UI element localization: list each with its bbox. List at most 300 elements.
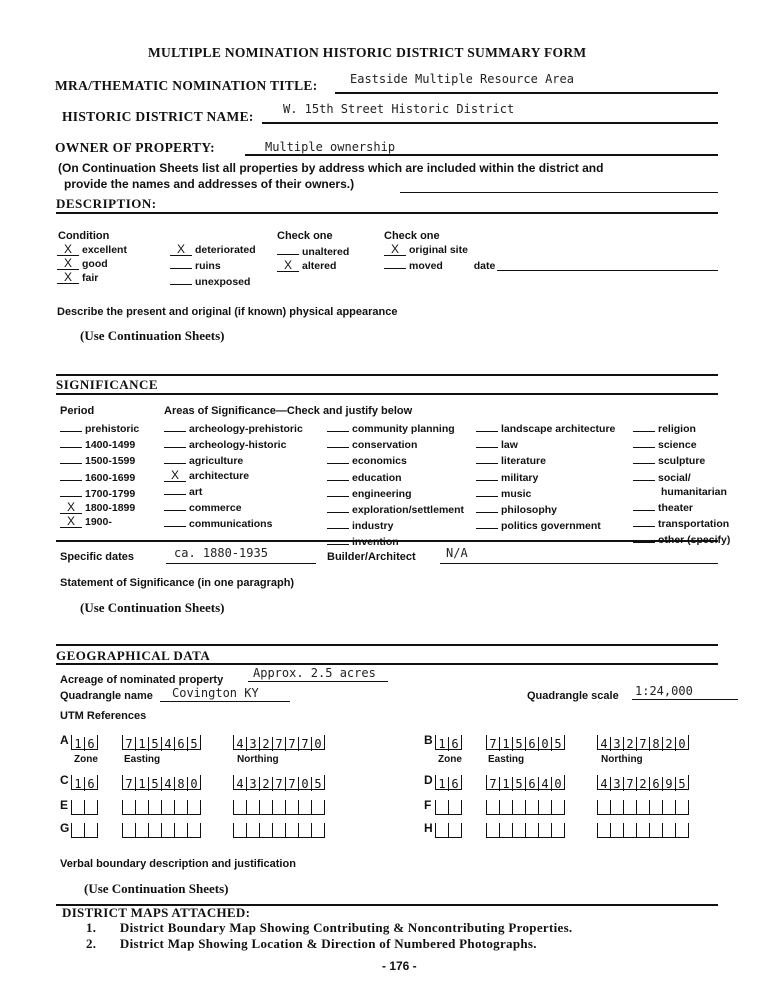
utm-digit	[136, 800, 149, 814]
utm-digit	[598, 800, 611, 814]
option-label: humanitarian	[661, 485, 727, 498]
utm-digit	[234, 800, 247, 814]
option-row	[633, 469, 730, 485]
utm-digit: 1	[136, 777, 149, 791]
utm-digit	[449, 800, 461, 814]
continuation-note-1: (On Continuation Sheets list all properties by address which are included within the district and	[58, 161, 604, 175]
option-row	[633, 452, 730, 468]
utm-northing-box[interactable]	[597, 800, 689, 815]
acreage-label: Acreage of nominated property	[60, 674, 224, 686]
utm-digit: 0	[299, 777, 312, 791]
utm-digit	[136, 823, 149, 837]
checkbox[interactable]: X	[277, 260, 299, 272]
utm-column-label: Northing	[601, 754, 643, 765]
option-row	[164, 469, 303, 483]
checkbox[interactable]	[164, 515, 186, 527]
utm-digit	[85, 823, 97, 837]
utm-column-label: Zone	[74, 754, 98, 765]
option-label: community planning	[352, 423, 455, 435]
check-one-list-a	[277, 243, 349, 273]
utm-row-letter: A	[60, 733, 69, 747]
option-row	[60, 420, 139, 436]
option-row	[633, 485, 730, 499]
option-row	[476, 485, 615, 501]
builder-line	[440, 563, 718, 564]
option-row	[476, 420, 615, 436]
option-label: architecture	[189, 469, 250, 482]
utm-digit	[149, 823, 162, 837]
option-row	[476, 452, 615, 468]
utm-zone-box[interactable]	[435, 800, 462, 815]
checkbox[interactable]	[633, 469, 655, 481]
checkbox[interactable]	[164, 483, 186, 495]
areas-col-4	[633, 420, 730, 548]
utm-digit: 6	[87, 777, 95, 791]
utm-digit	[487, 800, 500, 814]
option-row	[476, 436, 615, 452]
utm-digit	[650, 800, 663, 814]
option-label: 1700-1799	[85, 487, 136, 500]
use-continuation-1: (Use Continuation Sheets)	[80, 328, 225, 343]
utm-digit	[188, 823, 200, 837]
use-continuation-2: (Use Continuation Sheets)	[80, 600, 225, 615]
utm-digit	[676, 823, 688, 837]
utm-digit: 6	[451, 737, 459, 751]
utm-digit: 6	[526, 737, 539, 751]
option-row	[327, 517, 464, 533]
check-one-list-b	[384, 243, 495, 273]
owner-label: OWNER OF PROPERTY:	[55, 140, 215, 155]
utm-digit	[312, 823, 324, 837]
utm-digit	[247, 823, 260, 837]
checkbox[interactable]	[60, 485, 82, 497]
utm-zone-box[interactable]	[71, 735, 98, 750]
checkbox[interactable]	[60, 436, 82, 448]
utm-digit: 3	[611, 737, 624, 751]
utm-digit	[273, 800, 286, 814]
check-altered: X altered	[277, 259, 349, 273]
checkbox[interactable]: X	[60, 516, 82, 528]
check-original-site: X original site	[384, 243, 495, 257]
utm-digit	[175, 823, 188, 837]
utm-row-letter: C	[60, 773, 69, 787]
option-row	[633, 515, 730, 531]
utm-digit: 2	[624, 737, 637, 751]
statement-label: Statement of Significance (in one paragraph)	[60, 577, 295, 589]
option-row	[60, 469, 139, 485]
specific-dates-top-rule	[56, 540, 718, 542]
utm-digit	[663, 800, 676, 814]
utm-digit	[85, 800, 97, 814]
checkbox[interactable]: X	[57, 244, 79, 256]
option-row	[327, 501, 464, 517]
form-title: MULTIPLE NOMINATION HISTORIC DISTRICT SUMMARY FORM	[148, 45, 587, 60]
utm-digit: 1	[72, 737, 85, 751]
checkbox[interactable]	[170, 257, 192, 269]
utm-digit	[526, 800, 539, 814]
checkbox[interactable]	[327, 436, 349, 448]
checkbox[interactable]	[170, 273, 192, 285]
utm-digit	[162, 823, 175, 837]
utm-digit: 3	[247, 737, 260, 751]
period-title: Period	[60, 405, 95, 417]
utm-digit	[247, 800, 260, 814]
utm-digit	[539, 800, 552, 814]
checkbox[interactable]: X	[60, 502, 82, 514]
owner-value: Multiple ownership	[265, 140, 396, 154]
geo-rule	[56, 663, 718, 665]
option-label: literature	[501, 455, 546, 468]
utm-digit	[234, 823, 247, 837]
utm-easting-box[interactable]	[486, 800, 565, 815]
checkbox[interactable]	[476, 420, 498, 432]
utm-digit: 5	[678, 777, 686, 791]
utm-row-letter: H	[424, 821, 433, 835]
utm-digit: 4	[234, 777, 247, 791]
checkbox[interactable]	[327, 452, 349, 464]
option-label: religion	[658, 423, 696, 435]
utm-northing-box[interactable]	[233, 775, 325, 790]
option-label: 1500-1599	[85, 455, 136, 468]
utm-northing-box[interactable]	[597, 735, 689, 750]
utm-digit: 7	[299, 737, 312, 751]
map-item-1: 1. District Boundary Map Showing Contributing & Noncontributing Properties.	[86, 920, 573, 935]
utm-digit	[188, 800, 200, 814]
option-label: conservation	[352, 439, 418, 452]
utm-digit: 4	[598, 777, 611, 791]
utm-digit	[260, 800, 273, 814]
utm-easting-box[interactable]	[122, 775, 201, 790]
checkbox[interactable]	[633, 515, 655, 527]
areas-col-3	[476, 420, 615, 533]
utm-digit: 0	[190, 777, 198, 791]
utm-digit	[526, 823, 539, 837]
utm-digit	[487, 823, 500, 837]
checkbox[interactable]	[277, 243, 299, 255]
checkbox[interactable]	[633, 452, 655, 464]
option-row	[327, 452, 464, 468]
utm-digit	[676, 800, 688, 814]
option-row	[476, 501, 615, 517]
option-label: landscape architecture	[501, 423, 616, 435]
utm-northing-box[interactable]	[597, 823, 689, 838]
utm-digit	[123, 800, 136, 814]
significance-top-rule	[56, 374, 718, 376]
acreage-value: Approx. 2.5 acres	[253, 666, 376, 680]
checkbox[interactable]	[633, 499, 655, 511]
nomination-title-label: MRA/THEMATIC NOMINATION TITLE:	[55, 78, 318, 93]
option-row	[164, 483, 303, 499]
verbal-label: Verbal boundary description and justification	[60, 858, 296, 870]
utm-easting-box[interactable]	[486, 823, 565, 838]
condition-good: X good	[57, 257, 127, 271]
utm-digit: 6	[650, 777, 663, 791]
option-label: music	[501, 487, 532, 500]
utm-digit	[637, 823, 650, 837]
option-label: engineering	[352, 487, 412, 500]
page-number: - 176 -	[382, 959, 417, 973]
utm-digit	[637, 800, 650, 814]
utm-digit: 2	[663, 737, 676, 751]
option-label: transportation	[658, 518, 730, 531]
checkbox[interactable]	[327, 420, 349, 432]
utm-digit: 5	[513, 777, 526, 791]
utm-row-letter: E	[60, 798, 69, 812]
utm-digit: 8	[175, 777, 188, 791]
option-label: 1400-1499	[85, 439, 136, 452]
quad-scale-label: Quadrangle scale	[527, 690, 619, 702]
utm-column-label: Easting	[488, 754, 525, 765]
checkbox[interactable]	[476, 452, 498, 464]
quad-scale-value: 1:24,000	[635, 684, 693, 698]
utm-digit	[286, 823, 299, 837]
utm-digit: 5	[314, 777, 322, 791]
condition-excellent: X excellent	[57, 243, 127, 257]
describe-label: Describe the present and original (if known) physical appearance	[57, 306, 398, 318]
checkbox[interactable]: X	[170, 244, 192, 256]
condition-ruins: ruins	[170, 257, 256, 273]
utm-digit	[663, 823, 676, 837]
utm-digit: 6	[526, 777, 539, 791]
checkbox[interactable]	[164, 436, 186, 448]
utm-digit: 5	[190, 737, 198, 751]
utm-easting-box[interactable]	[122, 735, 201, 750]
utm-zone-box[interactable]	[71, 775, 98, 790]
check-one-title-b: Check one	[384, 230, 440, 242]
utm-digit: 0	[554, 777, 562, 791]
utm-easting-box[interactable]	[122, 823, 201, 838]
continuation-line	[400, 192, 718, 193]
option-label: education	[352, 471, 402, 484]
geo-top-rule	[56, 644, 718, 646]
checkbox[interactable]	[476, 469, 498, 481]
checkbox[interactable]	[384, 257, 406, 269]
period-list	[60, 420, 139, 529]
checkbox[interactable]	[633, 420, 655, 432]
check-moved: moved date	[384, 257, 495, 273]
condition-fair: X fair	[57, 271, 127, 285]
utm-digit: 7	[123, 737, 136, 751]
utm-digit	[175, 800, 188, 814]
utm-northing-box[interactable]	[597, 775, 689, 790]
checkbox[interactable]	[476, 517, 498, 529]
checkbox[interactable]	[327, 501, 349, 513]
geo-header: GEOGRAPHICAL DATA	[56, 648, 211, 663]
utm-digit: 7	[286, 737, 299, 751]
utm-digit: 3	[611, 777, 624, 791]
option-label: art	[189, 485, 203, 498]
checkbox[interactable]	[60, 420, 82, 432]
option-label: archeology-historic	[189, 439, 287, 452]
checkbox[interactable]: X	[384, 244, 406, 256]
utm-digit	[273, 823, 286, 837]
utm-digit	[624, 823, 637, 837]
acreage-line	[248, 681, 388, 682]
utm-digit	[513, 823, 526, 837]
utm-digit	[286, 800, 299, 814]
utm-digit	[513, 800, 526, 814]
utm-digit	[260, 823, 273, 837]
utm-digit: 0	[678, 737, 686, 751]
utm-digit: 0	[539, 737, 552, 751]
utm-digit: 4	[162, 777, 175, 791]
option-row	[633, 436, 730, 452]
option-label: sculpture	[658, 455, 706, 468]
option-label: politics government	[501, 520, 601, 533]
utm-row-letter: G	[60, 821, 70, 835]
areas-col-1	[164, 420, 303, 531]
utm-digit: 1	[136, 737, 149, 751]
option-row	[476, 517, 615, 533]
utm-digit	[162, 800, 175, 814]
option-row	[633, 420, 730, 436]
utm-digit: 2	[260, 737, 273, 751]
areas-col-2	[327, 420, 464, 550]
checkbox[interactable]	[60, 452, 82, 464]
utm-easting-box[interactable]	[122, 800, 201, 815]
option-row	[164, 515, 303, 531]
checkbox[interactable]	[476, 436, 498, 448]
utm-digit: 4	[234, 737, 247, 751]
utm-digit	[611, 800, 624, 814]
utm-digit: 7	[637, 737, 650, 751]
utm-easting-box[interactable]	[486, 735, 565, 750]
checkbox[interactable]: X	[164, 470, 186, 482]
utm-digit	[312, 800, 324, 814]
option-label: invention	[352, 536, 399, 549]
specific-dates-label: Specific dates	[60, 551, 134, 563]
utm-digit: 7	[624, 777, 637, 791]
utm-row-letter: F	[424, 798, 432, 812]
option-label: agriculture	[189, 455, 244, 468]
condition-unexposed: unexposed	[170, 273, 256, 289]
utm-digit	[552, 823, 564, 837]
utm-zone-box[interactable]	[71, 823, 98, 838]
significance-rule	[56, 393, 718, 395]
utm-digit	[436, 823, 449, 837]
checkbox[interactable]	[633, 436, 655, 448]
option-label: communications	[189, 518, 273, 531]
checkbox[interactable]	[476, 485, 498, 497]
continuation-note-2: provide the names and addresses of their owners.)	[64, 177, 355, 191]
utm-digit	[624, 800, 637, 814]
option-row	[60, 515, 139, 529]
option-label: commerce	[189, 502, 242, 515]
option-label: science	[658, 439, 697, 452]
utm-digit: 7	[273, 777, 286, 791]
utm-column-label: Zone	[438, 754, 462, 765]
condition-deteriorated: X deteriorated	[170, 243, 256, 257]
utm-digit: 4	[539, 777, 552, 791]
checkbox[interactable]	[164, 452, 186, 464]
option-label: law	[501, 439, 518, 452]
utm-digit: 1	[500, 777, 513, 791]
checkbox[interactable]	[327, 485, 349, 497]
utm-digit	[552, 800, 564, 814]
utm-digit	[449, 823, 461, 837]
condition-list	[57, 243, 127, 285]
option-label: 1600-1699	[85, 471, 136, 484]
checkbox[interactable]	[60, 469, 82, 481]
option-row	[633, 499, 730, 515]
significance-header: SIGNIFICANCE	[56, 377, 159, 392]
utm-column-label: Easting	[124, 754, 161, 765]
utm-digit	[72, 800, 85, 814]
option-row	[327, 485, 464, 501]
utm-digit	[500, 800, 513, 814]
utm-digit	[123, 823, 136, 837]
utm-digit	[500, 823, 513, 837]
utm-digit: 5	[149, 777, 162, 791]
option-label: economics	[352, 455, 407, 468]
specific-dates-line	[166, 563, 316, 564]
utm-digit: 6	[87, 737, 95, 751]
option-row	[60, 501, 139, 515]
utm-digit: 8	[650, 737, 663, 751]
checkbox[interactable]	[164, 499, 186, 511]
checkbox[interactable]	[164, 420, 186, 432]
utm-easting-box[interactable]	[486, 775, 565, 790]
utm-digit	[72, 823, 85, 837]
checkbox[interactable]	[327, 469, 349, 481]
nomination-title-line	[335, 92, 718, 94]
utm-northing-box[interactable]	[233, 800, 325, 815]
utm-digit	[539, 823, 552, 837]
utm-zone-box[interactable]	[435, 775, 462, 790]
utm-digit: 3	[247, 777, 260, 791]
description-rule	[56, 212, 718, 214]
checkbox[interactable]: X	[57, 258, 79, 270]
quad-name-line	[160, 701, 290, 702]
utm-digit	[299, 823, 312, 837]
utm-zone-box[interactable]	[435, 823, 462, 838]
use-continuation-3: (Use Continuation Sheets)	[84, 881, 229, 896]
checkbox[interactable]: X	[57, 272, 79, 284]
check-one-title-a: Check one	[277, 230, 333, 242]
option-label: archeology-prehistoric	[189, 423, 303, 435]
checkbox[interactable]	[476, 501, 498, 513]
option-label: social/	[658, 471, 691, 484]
maps-header: DISTRICT MAPS ATTACHED:	[62, 905, 251, 920]
option-row	[60, 485, 139, 501]
condition-title: Condition	[58, 230, 110, 242]
utm-digit	[611, 823, 624, 837]
utm-digit: 1	[72, 777, 85, 791]
option-label: theater	[658, 502, 694, 515]
checkbox[interactable]	[327, 517, 349, 529]
utm-digit: 9	[663, 777, 676, 791]
utm-digit	[650, 823, 663, 837]
builder-value: N/A	[446, 546, 468, 560]
utm-row-letter: B	[424, 733, 433, 747]
option-label: other (specify)	[658, 534, 731, 547]
utm-zone-box[interactable]	[435, 735, 462, 750]
utm-northing-box[interactable]	[233, 735, 325, 750]
option-row	[60, 436, 139, 452]
option-row	[164, 420, 303, 436]
utm-digit: 2	[637, 777, 650, 791]
option-row	[60, 452, 139, 468]
utm-digit: 7	[487, 737, 500, 751]
utm-northing-box[interactable]	[233, 823, 325, 838]
quad-name-value: Covington KY	[172, 686, 259, 700]
option-row	[327, 436, 464, 452]
utm-digit: 5	[513, 737, 526, 751]
option-row	[476, 469, 615, 485]
quad-name-label: Quadrangle name	[60, 690, 153, 702]
check-unaltered: unaltered	[277, 243, 349, 259]
utm-zone-box[interactable]	[71, 800, 98, 815]
